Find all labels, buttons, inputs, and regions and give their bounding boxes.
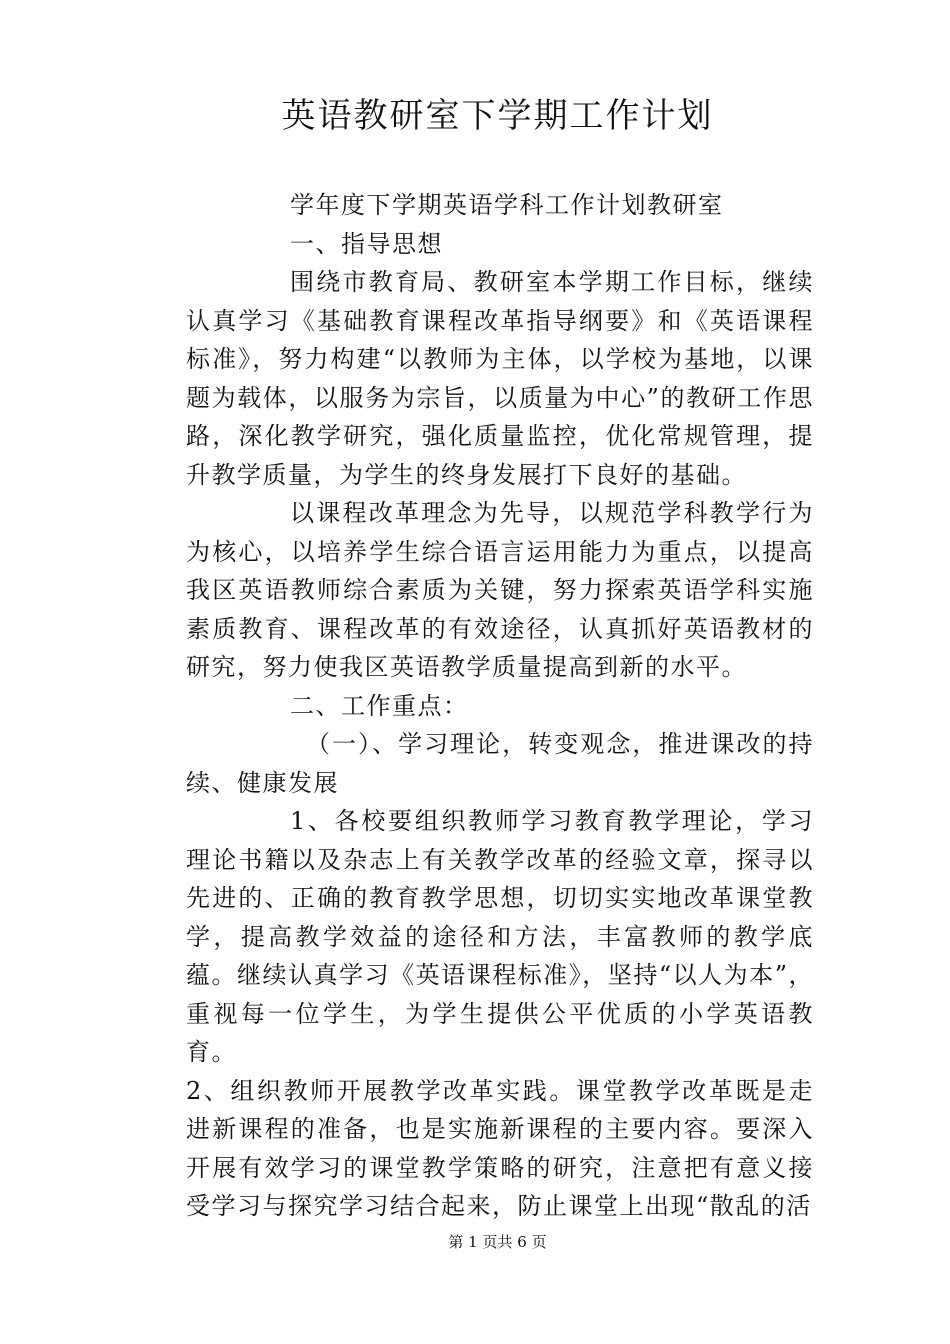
document-body <box>186 186 814 1226</box>
document-title: 英语教研室下学期工作计划 <box>281 96 714 136</box>
subsection-heading: （一）、学习理论，转变观念，推进课改的持续、健康发展 <box>186 730 814 797</box>
body-paragraph: 围绕市教育局、教研室本学期工作目标，继续认真学习《基础教育课程改革指导纲要》和《英语课程标准》，努力构建“以教师为主体，以学校为基地，以课题为载体，以服务为宗旨，以质量为中心”的教研工作思路，深化教学研究，强化质量监控，优化常规管理，提升教学质量，为学生的终身发展打下良好的基础。 <box>186 268 814 489</box>
body-paragraph: 以课程改革理念为先导，以规范学科教学行为为核心，以培养学生综合语言运用能力为重点，以提高我区英语教师综合素质为关键，努力探索英语学科实施素质教育、课程改革的有效途径，认真抓好英语教材的研究，努力使我区英语教学质量提高到新的水平。 <box>186 499 814 681</box>
section-heading: 一、指导思想 <box>290 229 443 258</box>
body-paragraph: 1、各校要组织教师学习教育教学理论，学习理论书籍以及杂志上有关教学改革的经验文章，探寻以先进的、正确的教育教学思想，切切实实地改革课堂教学，提高教学效益的途径和方法，丰富教师的教学底蕴。继续认真学习《英语课程标准》，坚持“以人为本”，重视每一位学生，为学生提供公平优质的小学英语教育。 <box>186 807 814 1066</box>
subtitle-paragraph: 学年度下学期英语学科工作计划教研室 <box>290 191 724 219</box>
body-paragraph: 2、组织教师开展教学改革实践。课堂教学改革既是走进新课程的准备，也是实施新课程的主要内容。要深入开展有效学习的课堂教学策略的研究，注意把有意义接受学习与探究学习结合起来，防止课堂上出现“散乱的活 <box>186 1076 814 1220</box>
section-heading: 二、工作重点： <box>290 691 469 720</box>
page-footer: 第 1 页共 6 页 <box>448 1233 547 1251</box>
